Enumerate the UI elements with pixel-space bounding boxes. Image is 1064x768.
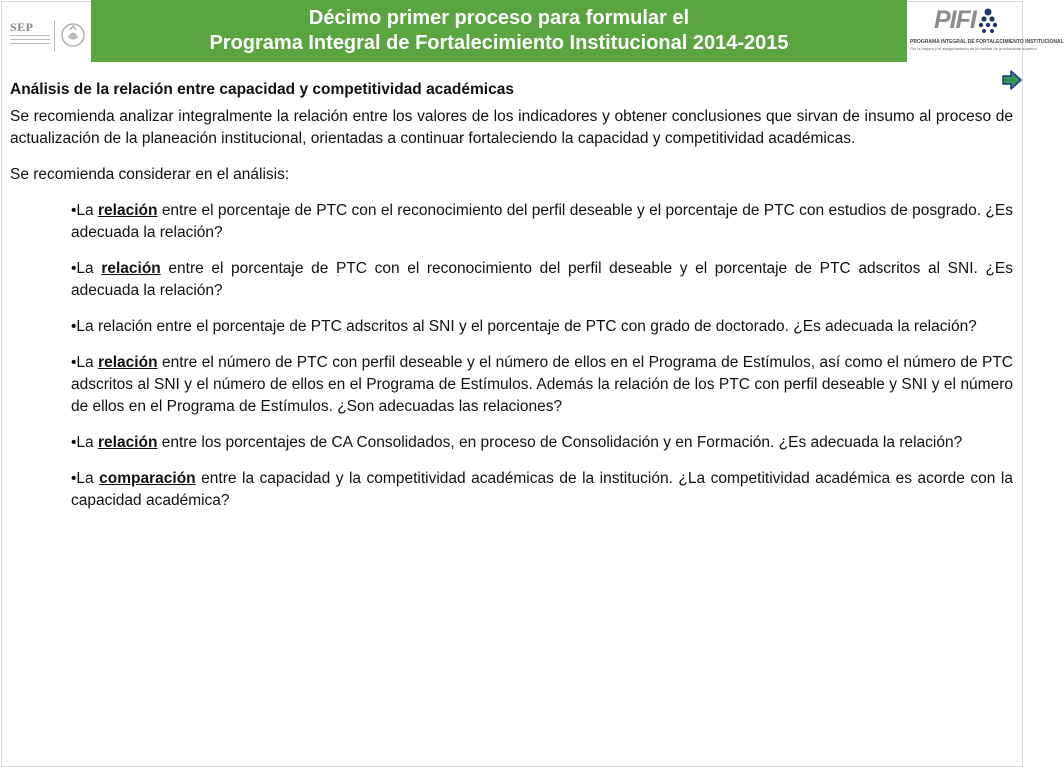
bullet-keyword: relación: [101, 260, 161, 277]
sep-logo: [4, 8, 88, 52]
bullet-item: [71, 468, 1013, 512]
bullet-item: [71, 258, 1013, 302]
intro-paragraph: Se recomienda analizar integralmente la relación entre los valores de los indicadores y obtener conclusiones que sirvan de insumo al proceso de actualización de la planeación institucional, orientadas a continuar fortaleciendo la capacidad y competitividad académicas.: [10, 108, 1013, 147]
pifi-figure-icon: [978, 8, 998, 38]
bullet-prefix: •La: [71, 470, 100, 487]
bullet-text: entre el número de PTC con perfil deseable y el número de ellos en el Programa de Estímulos, así como el número de PTC adscritos al SNI y el número de ellos en el Programa de Estímulos. Además la relación de los PTC con perfil deseable y SNI y el número de ellos en el Programa de Estímulos. ¿Son adecuadas las relaciones?: [71, 354, 1013, 415]
title-line-1: Décimo primer proceso para formular el: [308, 7, 690, 29]
slide-content: [10, 79, 1013, 526]
bullet-item: [71, 316, 1013, 338]
bullet-prefix: •La: [71, 434, 98, 451]
bullet-text: entre la capacidad y la competitividad académicas de la institución. ¿La competitividad académica es acorde con la capacidad académica?: [71, 470, 1013, 509]
bullet-item: [71, 200, 1013, 244]
header: [0, 0, 1064, 64]
pifi-logo-text: PIFI: [934, 6, 976, 34]
list-intro: Se recomienda considerar en el análisis:: [10, 166, 290, 183]
section-heading: Análisis de la relación entre capacidad y competitividad académicas: [10, 81, 514, 98]
bullet-keyword: comparación: [99, 470, 196, 487]
bullet-item: [71, 352, 1013, 418]
pifi-tagline: Por la mejora y el aseguramiento de la calidad de la educación superior: [910, 46, 1037, 51]
sep-logo-text: SEP: [10, 20, 34, 34]
bullet-text: •La relación entre el porcentaje de PTC adscritos al SNI y el porcentaje de PTC con grado de doctorado. ¿Es adecuada la relación?: [71, 318, 977, 335]
mexico-seal-icon: [60, 20, 86, 50]
sep-logo-lines: [10, 35, 50, 47]
bullet-item: [71, 432, 1013, 454]
title-banner: [91, 0, 907, 62]
pifi-caption: PROGRAMA INTEGRAL DE FORTALECIMIENTO INSTITUCIONAL: [910, 39, 1064, 45]
bullet-prefix: •La: [71, 260, 102, 277]
bullet-prefix: •La: [71, 354, 99, 371]
bullet-keyword: relación: [98, 202, 158, 219]
bullet-keyword: relación: [98, 354, 158, 371]
bullet-text: entre el porcentaje de PTC con el reconocimiento del perfil deseable y el porcentaje de PTC con estudios de posgrado. ¿Es adecuada la relación?: [71, 202, 1013, 241]
bullet-text: entre los porcentajes de CA Consolidados, en proceso de Consolidación y en Formación. ¿Es adecuada la relación?: [157, 434, 963, 451]
pifi-logo: [910, 6, 1064, 58]
bullet-prefix: •La: [71, 202, 99, 219]
title-line-2: Programa Integral de Fortalecimiento Institucional 2014-2015: [209, 32, 789, 54]
sep-logo-divider: [54, 20, 55, 52]
bullet-keyword: relación: [97, 434, 158, 451]
bullet-text: entre el porcentaje de PTC con el reconocimiento del perfil deseable y el porcentaje de PTC adscritos al SNI. ¿Es adecuada la relación?: [71, 260, 1014, 299]
